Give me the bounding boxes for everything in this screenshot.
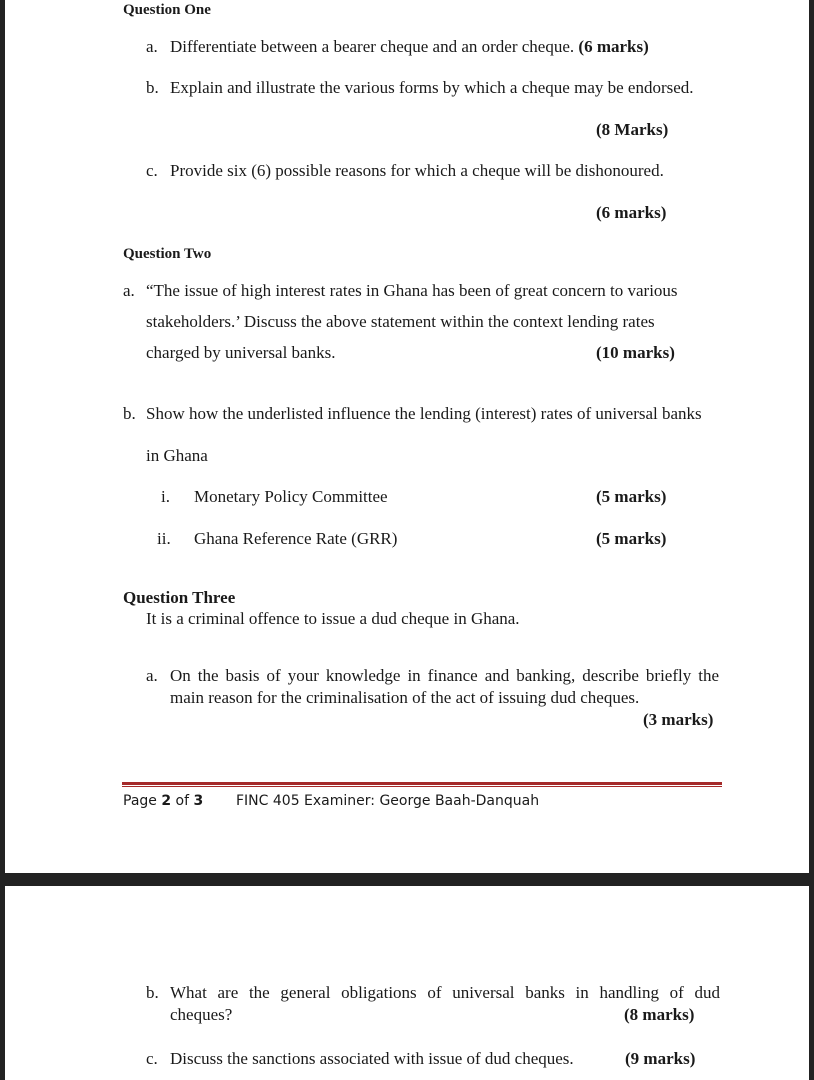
q2-b-label: b. bbox=[123, 404, 136, 423]
q3-c-marks: (9 marks) bbox=[625, 1049, 696, 1068]
q2-a-label: a. bbox=[123, 281, 135, 300]
question-three-heading: Question Three bbox=[123, 588, 236, 607]
q3-intro: It is a criminal offence to issue a dud cheque in Ghana. bbox=[146, 609, 520, 628]
q2-b-i-num: i. bbox=[161, 487, 170, 506]
q2-b-line1: Show how the underlisted influence the lending (interest) rates of universal banks bbox=[146, 404, 702, 423]
q1-b-marks: (8 Marks) bbox=[596, 120, 669, 139]
footer-rule-thick bbox=[122, 782, 722, 785]
q1-a-text: Differentiate between a bearer cheque and an order cheque. bbox=[170, 37, 575, 56]
q2-a-line2: stakeholders.’ Discuss the above statement within the context lending rates bbox=[146, 312, 655, 331]
question-one-heading: Question One bbox=[123, 2, 211, 18]
footer-page-number bbox=[123, 791, 203, 811]
q2-b-line2: in Ghana bbox=[146, 446, 208, 465]
footer-course-examiner: FINC 405 Examiner: George Baah-Danquah bbox=[236, 793, 540, 809]
q2-b-ii-marks: (5 marks) bbox=[596, 529, 667, 548]
q2-a-marks: (10 marks) bbox=[596, 343, 675, 362]
q1-a-item bbox=[170, 37, 649, 57]
q3-a-line2: main reason for the criminalisation of the act of issuing dud cheques. bbox=[170, 688, 640, 707]
q1-c-label: c. bbox=[146, 161, 158, 180]
question-two-heading: Question Two bbox=[123, 246, 212, 262]
q3-b-line2: cheques? bbox=[170, 1005, 233, 1024]
q2-b-ii-num: ii. bbox=[157, 529, 171, 548]
footer-page-current: 2 bbox=[161, 793, 172, 809]
q3-b-marks: (8 marks) bbox=[624, 1005, 695, 1024]
q2-a-line1: “The issue of high interest rates in Ghana has been of great concern to various bbox=[146, 281, 678, 300]
q3-b-line1: What are the general obligations of universal banks in handling of dud bbox=[170, 983, 720, 1002]
q1-a-marks: (6 marks) bbox=[578, 37, 649, 56]
footer-rule-thin bbox=[122, 786, 722, 787]
exam-page-3 bbox=[5, 886, 809, 1080]
q1-a-label: a. bbox=[146, 37, 158, 56]
q2-b-i-marks: (5 marks) bbox=[596, 487, 667, 506]
q3-a-label: a. bbox=[146, 666, 158, 685]
q3-c-label: c. bbox=[146, 1049, 158, 1068]
q2-b-ii-text: Ghana Reference Rate (GRR) bbox=[194, 529, 398, 548]
q2-b-i-text: Monetary Policy Committee bbox=[194, 487, 388, 506]
q1-b-label: b. bbox=[146, 78, 159, 97]
q2-a-line3: charged by universal banks. bbox=[146, 343, 336, 362]
q3-a-marks: (3 marks) bbox=[643, 710, 714, 729]
footer-page-word: Page bbox=[123, 793, 162, 809]
exam-page-2 bbox=[5, 0, 809, 873]
q3-b-label: b. bbox=[146, 983, 159, 1002]
q1-c-text: Provide six (6) possible reasons for which a cheque will be dishonoured. bbox=[170, 161, 664, 180]
footer-page-total: 3 bbox=[193, 793, 204, 809]
q1-c-marks: (6 marks) bbox=[596, 203, 667, 222]
q1-b-text: Explain and illustrate the various forms by which a cheque may be endorsed. bbox=[170, 78, 694, 97]
q3-a-line1: On the basis of your knowledge in finance and banking, describe briefly the bbox=[170, 666, 719, 685]
footer-page-of: of bbox=[171, 793, 194, 809]
q3-c-text: Discuss the sanctions associated with issue of dud cheques. bbox=[170, 1049, 574, 1068]
